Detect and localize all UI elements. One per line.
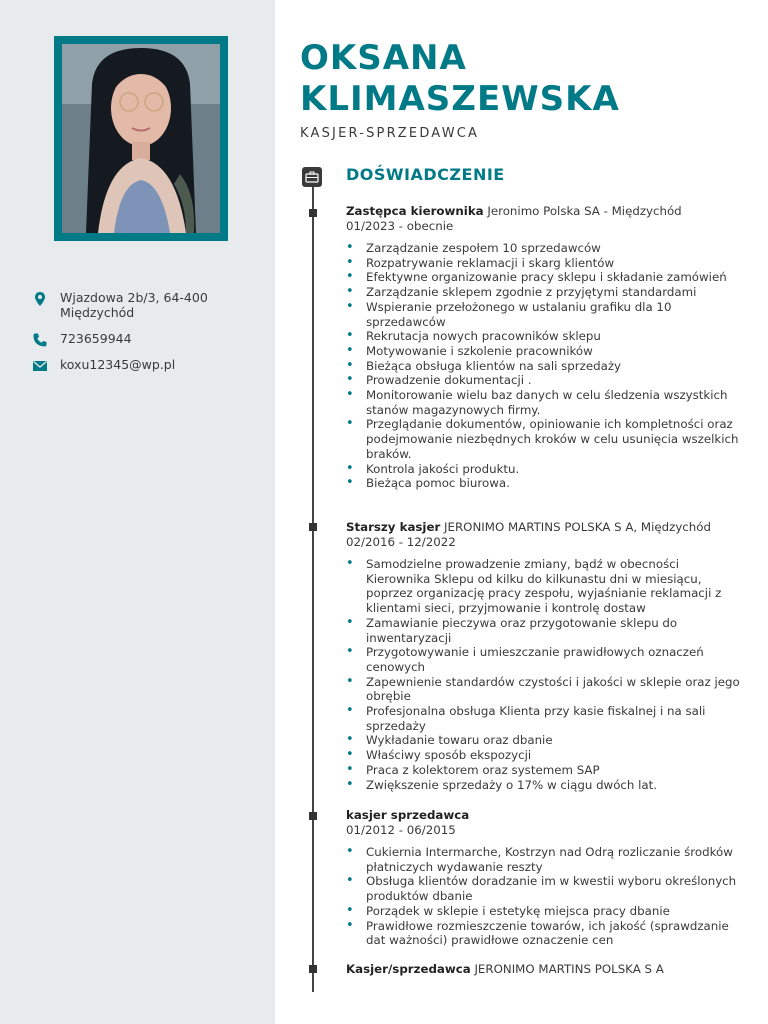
job-title: Kasjer/sprzedawca — [346, 962, 471, 976]
address-line-2: Międzychód — [60, 305, 135, 320]
job-dates: 02/2016 - 12/2022 — [346, 535, 456, 549]
duty-item: • Przeglądanie dokumentów, opiniowanie ich kompletności oraz podejmowanie niezbędnych kroków w celu usunięcia wszelkich braków. — [346, 417, 746, 461]
duty-list — [346, 845, 746, 948]
job-company: JERONIMO MARTINS POLSKA S A, Międzychód — [444, 520, 711, 534]
duty-item: • Rozpatrywanie reklamacji i skarg klientów — [346, 256, 746, 271]
first-name: OKSANA — [300, 38, 467, 78]
duty-item: • Bieżąca obsługa klientów na sali sprzedaży — [346, 359, 746, 374]
timeline-node — [309, 209, 317, 217]
duty-item: • Profesjonalna obsługa Klienta przy kasie fiskalnej i na sali sprzedaży — [346, 704, 746, 733]
duty-item: • Właściwy sposób ekspozycji — [346, 748, 746, 763]
last-name: KLIMASZEWSKA — [300, 79, 620, 119]
job-entry — [346, 204, 746, 491]
job-entry — [346, 962, 746, 977]
duty-item: • Samodzielne prowadzenie zmiany, bądź w obecności Kierownika Sklepu od kilku do kilkunastu dni w miesiącu, poprzez organizację pracy zespołu, wyjaśnianie reklamacji z klientami sieci, przyjmowanie i kontrolę dostaw — [346, 557, 746, 616]
duty-item: • Bieżąca pomoc biurowa. — [346, 476, 746, 491]
timeline-line — [312, 186, 314, 992]
duty-item: • Efektywne organizowanie pracy sklepu i składanie zamówień — [346, 270, 746, 285]
job-dates: 01/2012 - 06/2015 — [346, 823, 456, 837]
contact-phone — [32, 331, 252, 348]
duty-list — [346, 557, 746, 792]
duty-item: • Kontrola jakości produktu. — [346, 462, 746, 477]
duty-list — [346, 241, 746, 491]
job-company: Jeronimo Polska SA - Międzychód — [487, 204, 682, 218]
duty-item: • Cukiernia Intermarche, Kostrzyn nad Odrą rozliczanie środków płatniczych wydawanie reszty — [346, 845, 746, 874]
job-entry — [346, 808, 746, 948]
address-line-1: Wjazdowa 2b/3, 64-400 — [60, 290, 208, 305]
duty-item: • Przygotowywanie i umieszczanie prawidłowych oznaczeń cenowych — [346, 645, 746, 674]
job-title: kasjer sprzedawca — [346, 808, 470, 822]
sidebar — [0, 0, 275, 1024]
email-address: koxu12345@wp.pl — [60, 357, 176, 372]
duty-item: • Zarządzanie zespołem 10 sprzedawców — [346, 241, 746, 256]
duty-item: • Prawidłowe rozmieszczenie towarów, ich jakość (sprawdzanie dat ważności) prawidłowe oznaczenie cen — [346, 919, 746, 948]
job-title: Zastępca kierownika — [346, 204, 484, 218]
section-title-experience: DOŚWIADCZENIE — [346, 165, 505, 184]
contact-email — [32, 357, 252, 374]
job-dates: 01/2023 - obecnie — [346, 219, 454, 233]
timeline-node — [309, 523, 317, 531]
job-role: KASJER-SPRZEDAWCA — [300, 126, 480, 141]
location-pin-icon — [32, 291, 50, 307]
duty-item: • Monitorowanie wielu baz danych w celu śledzenia wszystkich stanów magazynowych firmy. — [346, 388, 746, 417]
phone-icon — [32, 332, 50, 348]
duty-item: • Obsługa klientów doradzanie im w kwestii wyboru określonych produktów dbanie — [346, 874, 746, 903]
duty-item: • Wykładanie towaru oraz dbanie — [346, 733, 746, 748]
duty-item: • Zwiększenie sprzedaży o 17% w ciągu dwóch lat. — [346, 778, 746, 793]
duty-item: • Porządek w sklepie i estetykę miejsca pracy dbanie — [346, 904, 746, 919]
contact-address — [32, 290, 252, 320]
duty-item: • Praca z kolektorem oraz systemem SAP — [346, 763, 746, 778]
job-header — [346, 520, 746, 535]
envelope-icon — [32, 358, 50, 374]
job-title: Starszy kasjer — [346, 520, 441, 534]
job-company: JERONIMO MARTINS POLSKA S A — [474, 962, 664, 976]
timeline-node — [309, 965, 317, 973]
phone-number: 723659944 — [60, 331, 132, 346]
job-header — [346, 808, 746, 823]
briefcase-icon — [302, 167, 322, 187]
duty-item: • Wspieranie przełożonego w ustalaniu grafiku dla 10 sprzedawców — [346, 300, 746, 329]
duty-item: • Motywowanie i szkolenie pracowników — [346, 344, 746, 359]
job-header — [346, 204, 746, 219]
person-name — [300, 38, 620, 120]
profile-photo — [54, 36, 228, 241]
duty-item: • Zapewnienie standardów czystości i jakości w sklepie oraz jego obrębie — [346, 675, 746, 704]
duty-item: • Rekrutacja nowych pracowników sklepu — [346, 329, 746, 344]
duty-item: • Zamawianie pieczywa oraz przygotowanie sklepu do inwentaryzacji — [346, 616, 746, 645]
timeline-node — [309, 812, 317, 820]
job-header — [346, 962, 746, 977]
job-entry — [346, 520, 746, 792]
duty-item: • Prowadzenie dokumentacji . — [346, 373, 746, 388]
duty-item: • Zarządzanie sklepem zgodnie z przyjętymi standardami — [346, 285, 746, 300]
